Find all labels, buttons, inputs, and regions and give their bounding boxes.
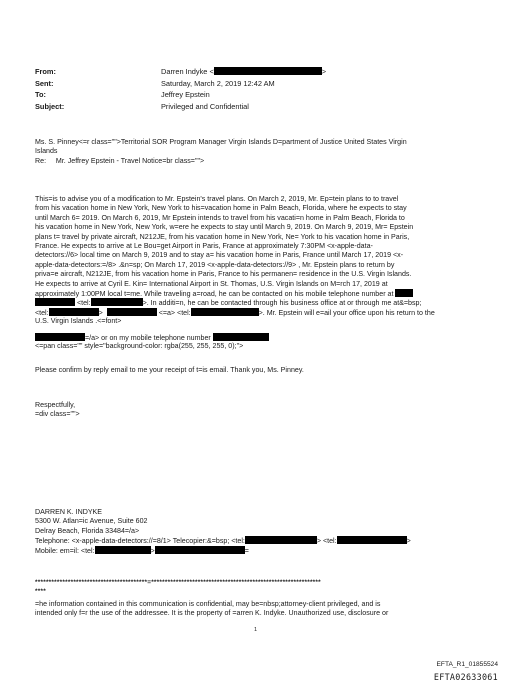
signature-block <box>35 508 483 555</box>
redaction-box <box>191 308 259 316</box>
email-header: From: Darren Indyke < > Sent: Saturday, March 2, 2019 12:42 AM To: Jeffrey Epstein Subject: Privileged and Confidential <box>35 67 327 111</box>
redaction-box <box>35 333 85 341</box>
redaction-box <box>95 546 151 554</box>
body-line: This=is to advise you of a modification to Mr. Epstein's travel plans. On March 2, 2019, Mr. Ep=tein plans to to travel <box>35 195 399 203</box>
redaction-box <box>49 308 99 316</box>
recipient-line-1: Ms. S. Pinney<=r class="">Territorial SOR Program Manager Virgin Islands D=partment of Justice United States Virgin <box>35 138 407 146</box>
recipient-block <box>35 138 483 166</box>
tel-text: <=a> <tel: <box>158 308 191 317</box>
stars-line-1: *****************************************=************************************************************** <box>35 579 321 586</box>
confirm-text: Please confirm by reply email to me your receipt of t=is email. Thank you, Ms. Pinney. <box>35 366 304 374</box>
signature-address-1: 5300 W. Atlan=ic Avenue, Suite 602 <box>35 517 148 526</box>
telephone-text: Telephone: <x-apple-data-detectors://=8/1> Telecopier:&=bsp; <tel: <box>35 537 245 546</box>
mobile-line-2: <=pan class="" style="background-color: rgba(255, 255, 255, 0);"> <box>35 342 244 351</box>
subject-label: Subject: <box>35 101 65 111</box>
body-line: his vacation home in New York, New York, w=ere he expects to stay until March 9, 2019. On March 9, 2019, Mr= Epstein <box>35 223 414 232</box>
telephone-text: > <box>406 537 411 546</box>
from-value: Darren Indyke < <box>161 67 214 76</box>
signature-mobile <box>35 546 483 555</box>
mobile-text: =/a> or on my mobile telephone number <box>85 334 211 342</box>
stars-line-2: **** <box>35 588 46 595</box>
redaction-box <box>214 67 322 75</box>
body-line-text: >. In additi=n, he can be contacted through his business office at or through me at&=bsp; <box>142 299 422 308</box>
sent-label: Sent: <box>35 78 54 88</box>
bates-number-small: EFTA_R1_01855524 <box>436 661 498 668</box>
footer-line: intended only f=r the use of the addressee. It is the property of =arren K. Indyke. Unauthorized use, disclosure or <box>35 609 389 618</box>
body-line: France. He expects to arrive at Le Bou=get Airport in Paris, France at approximately 7:30PM <x-apple-data- <box>35 241 373 250</box>
signature-name: DARREN K. INDYKE <box>35 508 103 516</box>
body-line <box>35 298 483 307</box>
body-line: apple-data-detectors:=/8> .&n=sp; On March 17, 2019 <x-apple-data-detectors://9> , Mr. Epstein plans to return by <box>35 260 395 269</box>
re-line <box>35 157 483 166</box>
tel-text: <tel: <box>76 299 91 308</box>
mobile-block <box>35 333 483 352</box>
body-paragraph <box>35 195 483 326</box>
bates-number-large: EFTA02633061 <box>433 672 498 682</box>
closing-line-1: Respectfully, <box>35 401 76 409</box>
body-line: U.S. Virgin Islands .<=font> <box>35 317 122 326</box>
confidentiality-footer <box>35 600 483 619</box>
sent-value: Saturday, March 2, 2019 12:42 AM <box>161 78 275 88</box>
body-line <box>35 308 483 317</box>
signature-telephone <box>35 536 483 545</box>
to-label: To: <box>35 90 46 100</box>
closing-line-2: =div class=""> <box>35 410 80 419</box>
re-label: Re: <box>35 156 47 165</box>
body-line <box>35 289 483 298</box>
telephone-text: > <tel: <box>316 537 337 546</box>
mobile-label: Mobile: em=il: <tel: <box>35 546 95 555</box>
redaction-box <box>155 546 245 554</box>
redaction-box <box>107 308 157 316</box>
subject-value: Privileged and Confidential <box>161 101 249 111</box>
body-line: from his vacation home in New York, New York to his=vacation home in Palm Beach, Florida, where he expects to stay <box>35 204 407 213</box>
mobile-text: = <box>244 546 249 555</box>
re-text: Mr. Jeffrey Epstein - Travel Notice=br class=""> <box>55 156 205 165</box>
confirm-line <box>35 366 483 375</box>
footer-line: =he information contained in this communication is confidential, may be=nbsp;attorney-client privileged, and is <box>35 600 381 608</box>
body-line: until March 6= 2019. On March 6, 2019, Mr Epstein intends to travel from his vacati=n home in Palm Beach, Florida to <box>35 213 405 222</box>
from-label: From: <box>35 67 56 76</box>
mobile-text: > <box>150 546 155 555</box>
body-line-text: > <box>98 308 103 317</box>
signature-address-2: Delray Beach, Florida 33484=/a> <box>35 526 140 535</box>
separator-stars <box>35 578 321 596</box>
redaction-box <box>337 536 407 544</box>
redaction-box <box>91 298 143 306</box>
recipient-line-2: Islands <box>35 147 58 156</box>
tel-text: <tel: <box>35 308 49 317</box>
body-line-text: >. Mr. Epstein will e=ail your office upon his return to the <box>258 308 435 317</box>
redaction-box <box>213 333 269 341</box>
body-line-text: approximately 1:00PM local t=me. While traveling a=road, he can be contacted on his mobile telephone number at <box>35 289 394 298</box>
to-value: Jeffrey Epstein <box>161 90 210 100</box>
page-number: 1 <box>254 627 258 633</box>
mobile-line-1 <box>35 333 483 342</box>
redaction-box <box>395 289 413 297</box>
body-line: He expects to arrive at Cyril E. Kin= International Airport in St. Thomas, U.S. Virgin Islands on M=rch 17, 2019 at <box>35 279 388 288</box>
body-line: plans t= travel by private aircraft, N212JE, from his vacation home in New York, Ne= York to his vacation home in Paris, <box>35 232 410 241</box>
body-line: priva=e aircraft, N212JE, from his vacation home in Paris, France to his permanen= residence in the U.S. Virgin Islands. <box>35 270 412 279</box>
redaction-box <box>245 536 317 544</box>
body-line: detectors://6> local time on March 9, 2019 and to stay a= his vacation home in Paris, France until March 17, 2019 <x- <box>35 251 404 260</box>
closing-block <box>35 401 483 420</box>
redaction-box <box>35 298 75 306</box>
